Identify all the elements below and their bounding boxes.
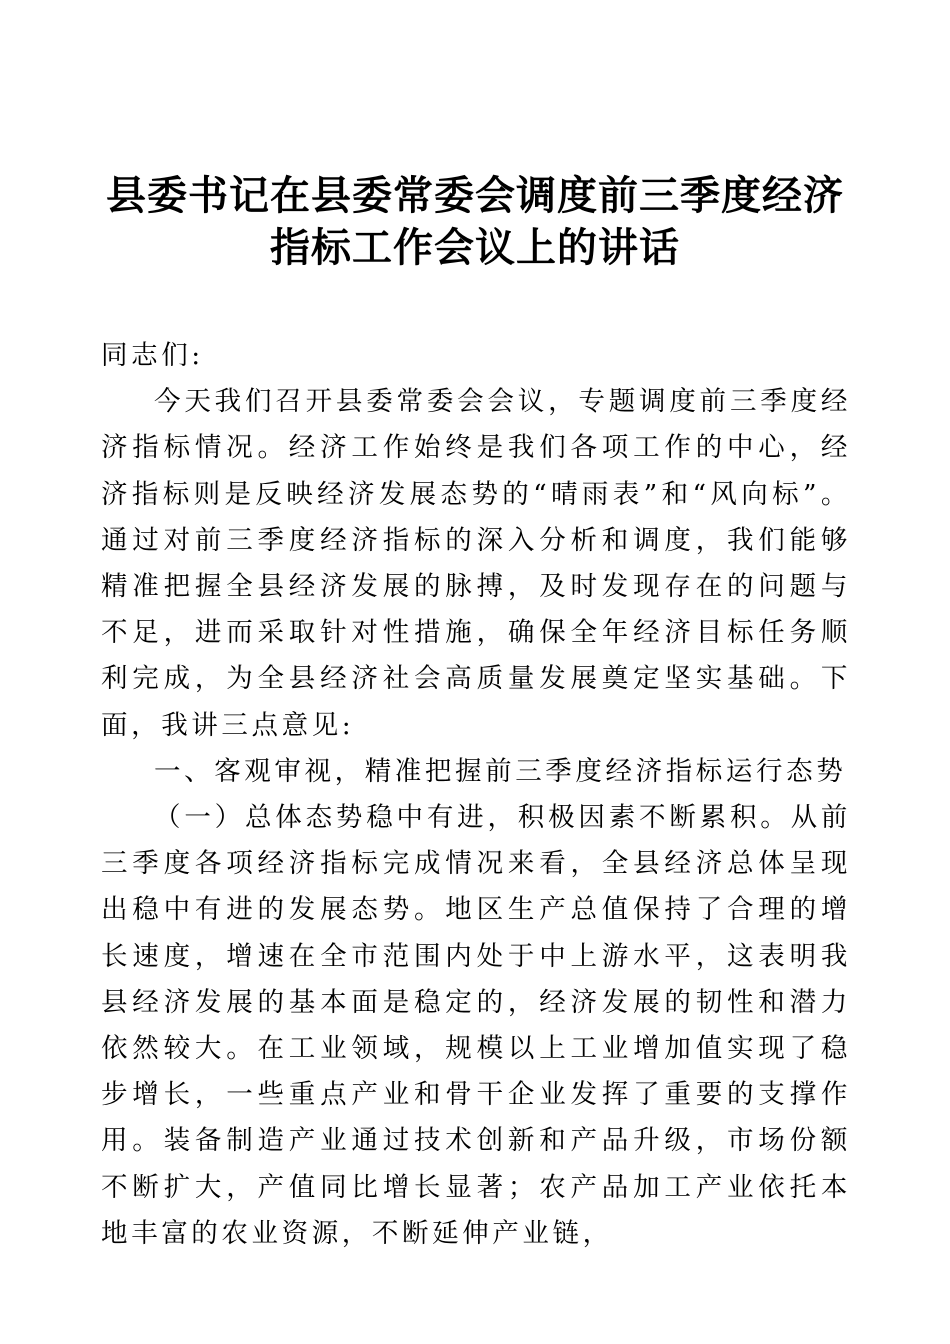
title-line-1: 县委书记在县委常委会调度前三季度经济 — [106, 172, 844, 219]
paragraph-intro: 今天我们召开县委常委会会议，专题调度前三季度经济指标情况。经济工作始终是我们各项工作的中心，经济指标则是反映经济发展态势的“晴雨表”和“风向标”。通过对前三季度经济指标的深入分析和调度，我们能够精准把握全县经济发展的脉搏，及时发现存在的问题与不足，进而采取针对性措施，确保全年经济目标任务顺利完成，为全县经济社会高质量发展奠定坚实基础。下面，我讲三点意见: — [101, 386, 851, 741]
section-heading-1: 一、客观审视，精准把握前三季度经济指标运行态势 — [154, 755, 847, 787]
title-line-2: 指标工作会议上的讲话 — [270, 224, 680, 271]
salutation: 同志们: — [101, 340, 204, 371]
document-body — [101, 333, 851, 1257]
paragraph-subsection-1: （一）总体态势稳中有进，积极因素不断累积。从前三季度各项经济指标完成情况来看，全县经济总体呈现出稳中有进的发展态势。地区生产总值保持了合理的增长速度，增速在全市范围内处于中上游水平，这表明我县经济发展的基本面是稳定的，经济发展的韧性和潜力依然较大。在工业领域，规模以上工业增加值实现了稳步增长，一些重点产业和骨干企业发挥了重要的支撑作用。装备制造产业通过技术创新和产品升级，市场份额不断扩大，产值同比增长显著；农产品加工产业依托本地丰富的农业资源，不断延伸产业链， — [101, 802, 851, 1249]
document-title — [80, 170, 870, 274]
